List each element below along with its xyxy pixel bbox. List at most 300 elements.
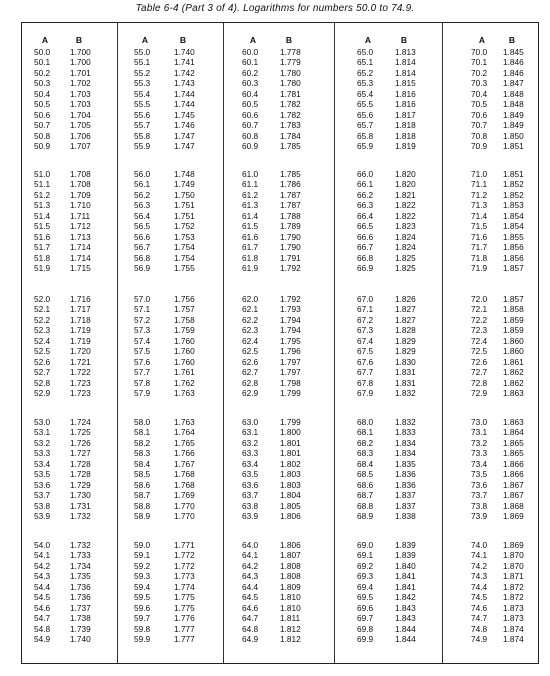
- header-a: A: [41, 35, 49, 45]
- table-row: [224, 634, 334, 644]
- logarithm-cell: 1.853: [503, 200, 524, 211]
- number-cell: 57.0: [134, 294, 151, 304]
- number-cell: 62.4: [242, 335, 259, 346]
- table-row: [118, 540, 223, 550]
- table-row: [22, 438, 117, 448]
- number-cell: 65.4: [357, 88, 374, 99]
- number-cell: 57.6: [134, 356, 151, 367]
- number-cell: 67.2: [357, 314, 374, 325]
- number-cell: 55.9: [134, 140, 151, 151]
- row-group: [443, 417, 540, 521]
- number-cell: 68.7: [357, 490, 374, 501]
- logarithm-cell: 1.832: [395, 387, 416, 398]
- logarithm-cell: 1.714: [70, 252, 91, 263]
- logarithm-cell: 1.722: [70, 367, 91, 378]
- table-row: [443, 367, 540, 377]
- number-cell: 72.2: [471, 314, 488, 325]
- table-column: [118, 23, 224, 663]
- number-cell: 56.2: [134, 189, 151, 200]
- number-cell: 62.0: [242, 294, 259, 304]
- number-cell: 58.4: [134, 458, 151, 469]
- logarithm-cell: 1.724: [70, 417, 91, 427]
- table-row: [118, 582, 223, 592]
- logarithm-cell: 1.741: [174, 57, 195, 68]
- number-cell: 52.3: [34, 325, 51, 336]
- number-cell: 52.0: [34, 294, 51, 304]
- table-row: [118, 325, 223, 335]
- logarithm-cell: 1.747: [174, 130, 195, 141]
- column-header: [224, 35, 334, 47]
- table-row: [22, 200, 117, 210]
- table-row: [118, 47, 223, 57]
- number-cell: 50.1: [34, 57, 51, 68]
- logarithm-cell: 1.770: [174, 510, 195, 521]
- number-cell: 57.5: [134, 346, 151, 357]
- logarithm-cell: 1.855: [503, 231, 524, 242]
- logarithm-cell: 1.739: [70, 623, 91, 634]
- number-cell: 58.9: [134, 510, 151, 521]
- row-group: [22, 47, 117, 151]
- table-row: [443, 490, 540, 500]
- table-row: [118, 221, 223, 231]
- number-cell: 72.8: [471, 377, 488, 388]
- number-cell: 50.4: [34, 88, 51, 99]
- logarithm-cell: 1.830: [395, 356, 416, 367]
- number-cell: 63.5: [242, 469, 259, 480]
- logarithm-cell: 1.708: [70, 169, 91, 179]
- number-cell: 69.4: [357, 581, 374, 592]
- header-b: B: [285, 35, 293, 45]
- table-row: [22, 417, 117, 427]
- table-row: [22, 89, 117, 99]
- logarithm-cell: 1.785: [280, 169, 301, 179]
- logarithm-cell: 1.712: [70, 221, 91, 232]
- logarithm-cell: 1.839: [395, 540, 416, 550]
- table-row: [22, 304, 117, 314]
- logarithm-cell: 1.716: [70, 294, 91, 304]
- number-cell: 62.3: [242, 325, 259, 336]
- number-cell: 56.3: [134, 200, 151, 211]
- number-cell: 55.4: [134, 88, 151, 99]
- table-row: [22, 388, 117, 398]
- number-cell: 74.7: [471, 613, 488, 624]
- number-cell: 64.1: [242, 550, 259, 561]
- number-cell: 69.8: [357, 623, 374, 634]
- logarithm-cell: 1.826: [395, 294, 416, 304]
- number-cell: 74.4: [471, 581, 488, 592]
- logarithm-cell: 1.784: [280, 130, 301, 141]
- table-column: [335, 23, 443, 663]
- number-cell: 59.9: [134, 633, 151, 644]
- logarithm-cell: 1.729: [70, 479, 91, 490]
- table-row: [22, 561, 117, 571]
- table-row: [335, 325, 442, 335]
- table-row: [22, 315, 117, 325]
- table-row: [443, 99, 540, 109]
- table-row: [224, 169, 334, 179]
- table-row: [22, 325, 117, 335]
- logarithm-cell: 1.849: [503, 109, 524, 120]
- number-cell: 74.5: [471, 592, 488, 603]
- table-row: [118, 110, 223, 120]
- table-row: [443, 417, 540, 427]
- number-cell: 69.9: [357, 633, 374, 644]
- logarithm-cell: 1.735: [70, 571, 91, 582]
- logarithm-cell: 1.736: [70, 581, 91, 592]
- logarithm-cell: 1.832: [395, 417, 416, 427]
- number-cell: 54.3: [34, 571, 51, 582]
- table-row: [224, 179, 334, 189]
- table-row: [443, 469, 540, 479]
- logarithm-cell: 1.848: [503, 88, 524, 99]
- table-row: [224, 427, 334, 437]
- table-row: [22, 459, 117, 469]
- number-cell: 62.2: [242, 314, 259, 325]
- logarithm-cell: 1.713: [70, 231, 91, 242]
- table-row: [443, 582, 540, 592]
- number-cell: 70.3: [471, 78, 488, 89]
- table-row: [118, 480, 223, 490]
- table-row: [118, 550, 223, 560]
- logarithm-cell: 1.836: [395, 469, 416, 480]
- table-row: [443, 571, 540, 581]
- row-group: [335, 417, 442, 521]
- table-row: [118, 78, 223, 88]
- table-row: [22, 242, 117, 252]
- logarithm-cell: 1.816: [395, 88, 416, 99]
- number-cell: 71.5: [471, 221, 488, 232]
- logarithm-cell: 1.837: [395, 500, 416, 511]
- number-cell: 53.3: [34, 448, 51, 459]
- logarithm-cell: 1.751: [174, 210, 195, 221]
- number-cell: 64.7: [242, 613, 259, 624]
- logarithm-cell: 1.762: [174, 377, 195, 388]
- number-cell: 70.9: [471, 140, 488, 151]
- table-row: [118, 367, 223, 377]
- logarithm-cell: 1.828: [395, 325, 416, 336]
- logarithm-cell: 1.775: [174, 592, 195, 603]
- header-b: B: [400, 35, 408, 45]
- table-row: [118, 294, 223, 304]
- logarithm-cell: 1.777: [174, 623, 195, 634]
- number-cell: 67.0: [357, 294, 374, 304]
- number-cell: 63.4: [242, 458, 259, 469]
- number-cell: 70.0: [471, 47, 488, 57]
- table-row: [443, 427, 540, 437]
- table-row: [224, 200, 334, 210]
- number-cell: 63.2: [242, 437, 259, 448]
- table-row: [443, 169, 540, 179]
- number-cell: 56.8: [134, 252, 151, 263]
- row-group: [443, 540, 540, 644]
- number-cell: 54.6: [34, 602, 51, 613]
- number-cell: 53.2: [34, 437, 51, 448]
- logarithm-cell: 1.776: [174, 613, 195, 624]
- logarithm-cell: 1.777: [174, 633, 195, 644]
- number-cell: 58.1: [134, 427, 151, 438]
- number-cell: 61.1: [242, 179, 259, 190]
- number-cell: 58.8: [134, 500, 151, 511]
- number-cell: 63.3: [242, 448, 259, 459]
- header-a: A: [249, 35, 257, 45]
- table-row: [335, 357, 442, 367]
- logarithm-cell: 1.852: [503, 189, 524, 200]
- number-cell: 71.6: [471, 231, 488, 242]
- number-cell: 72.6: [471, 356, 488, 367]
- number-cell: 67.3: [357, 325, 374, 336]
- logarithm-cell: 1.715: [70, 262, 91, 273]
- number-cell: 70.6: [471, 109, 488, 120]
- number-cell: 74.6: [471, 602, 488, 613]
- table-row: [22, 582, 117, 592]
- logarithm-cell: 1.782: [280, 99, 301, 110]
- table-row: [443, 120, 540, 130]
- number-cell: 71.2: [471, 189, 488, 200]
- logarithm-cell: 1.829: [395, 346, 416, 357]
- logarithm-cell: 1.798: [280, 377, 301, 388]
- number-cell: 52.8: [34, 377, 51, 388]
- table-row: [335, 438, 442, 448]
- table-row: [224, 603, 334, 613]
- number-cell: 71.8: [471, 252, 488, 263]
- table-row: [443, 592, 540, 602]
- logarithm-cell: 1.752: [174, 221, 195, 232]
- number-cell: 59.7: [134, 613, 151, 624]
- logarithm-cell: 1.792: [280, 262, 301, 273]
- number-cell: 67.8: [357, 377, 374, 388]
- logarithm-cell: 1.767: [174, 458, 195, 469]
- number-cell: 66.0: [357, 169, 374, 179]
- number-cell: 56.1: [134, 179, 151, 190]
- number-cell: 56.9: [134, 262, 151, 273]
- logarithm-cell: 1.856: [503, 242, 524, 253]
- number-cell: 60.7: [242, 120, 259, 131]
- logarithm-cell: 1.814: [395, 57, 416, 68]
- number-cell: 68.5: [357, 469, 374, 480]
- logarithm-cell: 1.804: [280, 490, 301, 501]
- number-cell: 69.1: [357, 550, 374, 561]
- table-row: [22, 624, 117, 634]
- table-row: [224, 78, 334, 88]
- row-group: [22, 417, 117, 521]
- logarithm-cell: 1.788: [280, 210, 301, 221]
- logarithm-cell: 1.862: [503, 367, 524, 378]
- table-row: [118, 613, 223, 623]
- number-cell: 73.5: [471, 469, 488, 480]
- logarithm-cell: 1.700: [70, 47, 91, 57]
- logarithm-cell: 1.783: [280, 120, 301, 131]
- logarithm-cell: 1.850: [503, 130, 524, 141]
- logarithm-cell: 1.746: [174, 120, 195, 131]
- number-cell: 70.1: [471, 57, 488, 68]
- table-row: [335, 346, 442, 356]
- logarithm-cell: 1.764: [174, 427, 195, 438]
- table-row: [118, 211, 223, 221]
- number-cell: 59.1: [134, 550, 151, 561]
- table-row: [118, 336, 223, 346]
- column-header: [118, 35, 223, 47]
- table-row: [224, 211, 334, 221]
- logarithm-cell: 1.827: [395, 304, 416, 315]
- logarithm-cell: 1.811: [280, 613, 301, 624]
- number-cell: 71.0: [471, 169, 488, 179]
- number-cell: 69.3: [357, 571, 374, 582]
- row-group: [335, 294, 442, 398]
- logarithm-cell: 1.792: [280, 294, 301, 304]
- logarithm-cell: 1.754: [174, 252, 195, 263]
- column-header: [443, 35, 540, 47]
- logarithm-cell: 1.841: [395, 571, 416, 582]
- logarithm-cell: 1.740: [70, 633, 91, 644]
- number-cell: 62.5: [242, 346, 259, 357]
- number-cell: 66.8: [357, 252, 374, 263]
- number-cell: 52.5: [34, 346, 51, 357]
- logarithm-cell: 1.848: [503, 99, 524, 110]
- table-row: [335, 469, 442, 479]
- number-cell: 70.2: [471, 67, 488, 78]
- logarithm-cell: 1.705: [70, 120, 91, 131]
- logarithm-cell: 1.872: [503, 592, 524, 603]
- number-cell: 54.0: [34, 540, 51, 550]
- table-row: [443, 346, 540, 356]
- number-cell: 50.0: [34, 47, 51, 57]
- number-cell: 50.8: [34, 130, 51, 141]
- table-row: [335, 378, 442, 388]
- number-cell: 72.5: [471, 346, 488, 357]
- logarithm-cell: 1.872: [503, 581, 524, 592]
- table-row: [335, 624, 442, 634]
- row-group: [443, 47, 540, 151]
- logarithm-cell: 1.711: [70, 210, 91, 221]
- table-row: [22, 78, 117, 88]
- logarithm-cell: 1.772: [174, 550, 195, 561]
- table-row: [118, 179, 223, 189]
- table-row: [224, 346, 334, 356]
- number-cell: 71.1: [471, 179, 488, 190]
- row-group: [118, 540, 223, 644]
- table-row: [443, 190, 540, 200]
- number-cell: 57.8: [134, 377, 151, 388]
- table-row: [443, 459, 540, 469]
- logarithm-cell: 1.799: [280, 417, 301, 427]
- number-cell: 64.0: [242, 540, 259, 550]
- table-row: [22, 211, 117, 221]
- number-cell: 57.2: [134, 314, 151, 325]
- logarithm-cell: 1.732: [70, 540, 91, 550]
- table-row: [335, 459, 442, 469]
- table-row: [443, 78, 540, 88]
- logarithm-cell: 1.785: [280, 140, 301, 151]
- logarithm-cell: 1.782: [280, 109, 301, 120]
- table-row: [335, 582, 442, 592]
- number-cell: 66.3: [357, 200, 374, 211]
- table-row: [443, 550, 540, 560]
- logarithm-cell: 1.866: [503, 469, 524, 480]
- logarithm-cell: 1.750: [174, 189, 195, 200]
- table-row: [443, 304, 540, 314]
- logarithm-cell: 1.745: [174, 109, 195, 120]
- number-cell: 66.2: [357, 189, 374, 200]
- number-cell: 61.5: [242, 221, 259, 232]
- number-cell: 59.0: [134, 540, 151, 550]
- logarithm-cell: 1.822: [395, 200, 416, 211]
- table-row: [22, 57, 117, 67]
- logarithm-cell: 1.725: [70, 427, 91, 438]
- header-a: A: [364, 35, 372, 45]
- table-row: [335, 592, 442, 602]
- table-row: [118, 438, 223, 448]
- number-cell: 54.4: [34, 581, 51, 592]
- table-row: [224, 57, 334, 67]
- table-row: [22, 448, 117, 458]
- table-row: [22, 469, 117, 479]
- number-cell: 55.6: [134, 109, 151, 120]
- number-cell: 51.2: [34, 189, 51, 200]
- table-row: [443, 294, 540, 304]
- number-cell: 61.9: [242, 262, 259, 273]
- logarithm-cell: 1.794: [280, 314, 301, 325]
- logarithm-cell: 1.818: [395, 120, 416, 131]
- row-group: [22, 540, 117, 644]
- logarithm-cell: 1.796: [280, 346, 301, 357]
- table-row: [443, 47, 540, 57]
- number-cell: 57.4: [134, 335, 151, 346]
- logarithm-cell: 1.834: [395, 448, 416, 459]
- row-group: [118, 169, 223, 273]
- number-cell: 51.6: [34, 231, 51, 242]
- number-cell: 66.6: [357, 231, 374, 242]
- number-cell: 51.1: [34, 179, 51, 190]
- table-row: [224, 459, 334, 469]
- table-row: [118, 89, 223, 99]
- number-cell: 54.2: [34, 560, 51, 571]
- logarithm-cell: 1.723: [70, 377, 91, 388]
- table-row: [224, 120, 334, 130]
- logarithm-cell: 1.802: [280, 458, 301, 469]
- number-cell: 63.7: [242, 490, 259, 501]
- logarithm-cell: 1.843: [395, 602, 416, 613]
- logarithm-cell: 1.744: [174, 88, 195, 99]
- logarithm-cell: 1.840: [395, 560, 416, 571]
- number-cell: 74.1: [471, 550, 488, 561]
- number-cell: 67.7: [357, 367, 374, 378]
- table-row: [224, 263, 334, 273]
- number-cell: 72.1: [471, 304, 488, 315]
- number-cell: 50.6: [34, 109, 51, 120]
- logarithm-cell: 1.720: [70, 346, 91, 357]
- table-row: [224, 592, 334, 602]
- logarithm-cell: 1.873: [503, 602, 524, 613]
- number-cell: 73.6: [471, 479, 488, 490]
- number-cell: 63.0: [242, 417, 259, 427]
- table-row: [443, 480, 540, 490]
- number-cell: 63.1: [242, 427, 259, 438]
- number-cell: 57.3: [134, 325, 151, 336]
- table-row: [224, 99, 334, 109]
- number-cell: 59.5: [134, 592, 151, 603]
- logarithm-cell: 1.780: [280, 67, 301, 78]
- logarithm-cell: 1.874: [503, 623, 524, 634]
- number-cell: 61.0: [242, 169, 259, 179]
- logarithm-cell: 1.820: [395, 169, 416, 179]
- logarithm-cell: 1.773: [174, 571, 195, 582]
- logarithm-cell: 1.760: [174, 346, 195, 357]
- number-cell: 55.3: [134, 78, 151, 89]
- logarithm-cell: 1.846: [503, 57, 524, 68]
- table-row: [335, 110, 442, 120]
- logarithm-cell: 1.763: [174, 387, 195, 398]
- logarithm-cell: 1.761: [174, 367, 195, 378]
